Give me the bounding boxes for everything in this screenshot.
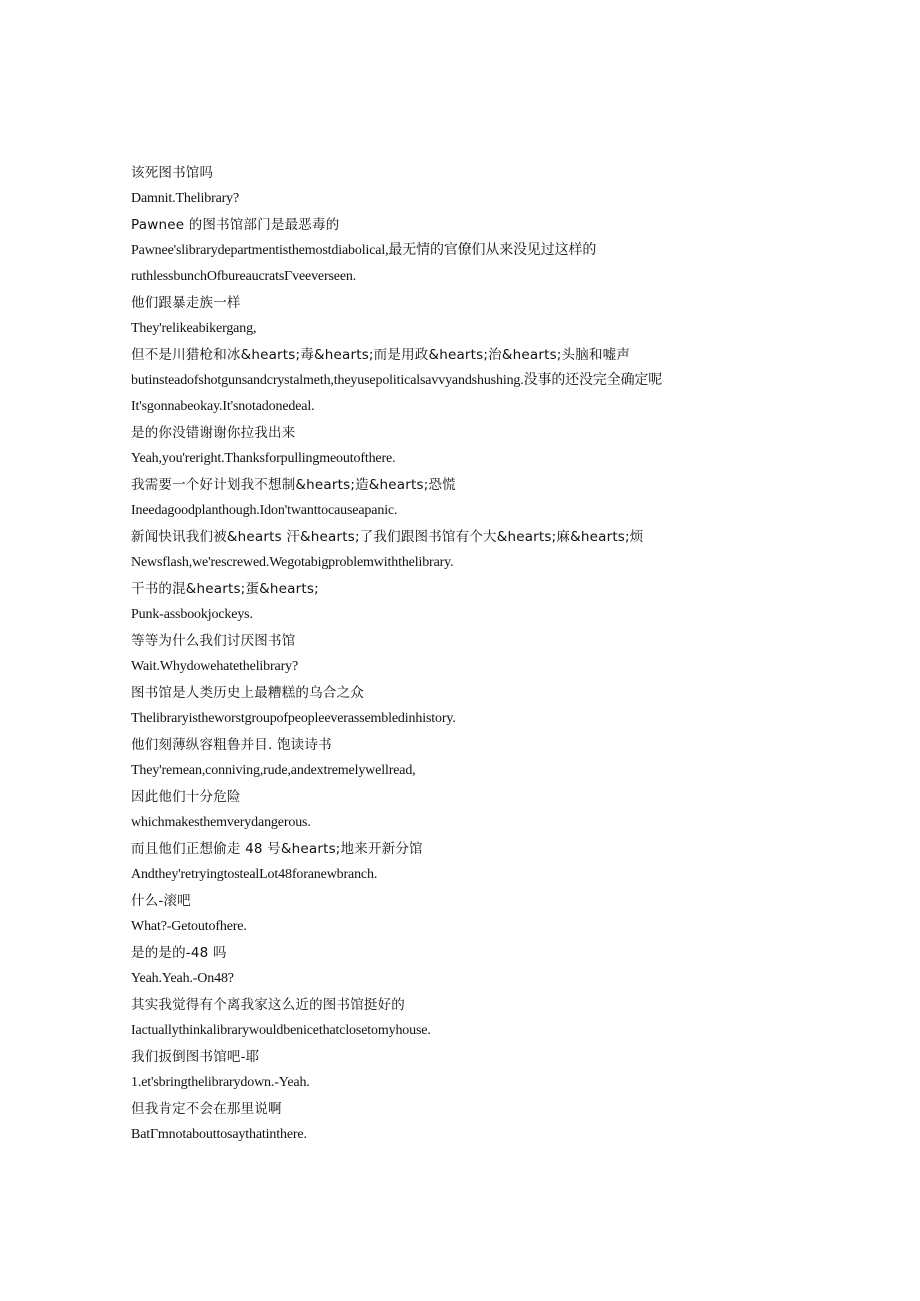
- subtitle-line-english: What?-Getoutofhere.: [131, 919, 247, 934]
- subtitle-line-chinese: 新闻快讯我们被&hearts 汗&hearts;了我们跟图书馆有个大&hearts;麻&hearts;烦: [131, 529, 644, 545]
- subtitle-line-english: It'sgonnabeokay.It'snotadonedeal.: [131, 399, 315, 414]
- subtitle-line-english: Ineedagoodplanthough.Idon'twanttocauseapanic.: [131, 503, 398, 518]
- subtitle-line-chinese: 是的是的-48 吗: [131, 945, 227, 961]
- subtitle-line-chinese: 但我肯定不会在那里说啊: [131, 1101, 282, 1117]
- subtitle-line-english: Pawnee'slibrarydepartmentisthemostdiabolical,最无情的官僚们从来没见过这样的: [131, 243, 597, 258]
- subtitle-line-chinese: 什么-滚吧: [131, 893, 191, 909]
- subtitle-line-english: BatΓmnotabouttosaythatinthere.: [131, 1127, 307, 1142]
- subtitle-line-chinese: 因此他们十分危险: [131, 789, 241, 805]
- subtitle-line-chinese: 干书的混&hearts;蛋&hearts;: [131, 581, 319, 597]
- subtitle-line-chinese: 他们跟暴走族一样: [131, 295, 241, 311]
- subtitle-line-chinese: Pawnee 的图书馆部门是最恶毒的: [131, 217, 340, 233]
- subtitle-line-english: Thelibraryistheworstgroupofpeopleeverassembledinhistory.: [131, 711, 456, 726]
- subtitle-line-chinese: 他们刻薄纵容粗鲁并目. 饱读诗书: [131, 737, 332, 753]
- subtitle-line-english: Wait.Whydowehatethelibrary?: [131, 659, 299, 674]
- subtitle-line-english: Punk-assbookjockeys.: [131, 607, 253, 622]
- subtitle-line-english: Andthey'retryingtostealLot48foranewbranch.: [131, 867, 378, 882]
- subtitle-line-english: Yeah.Yeah.-On48?: [131, 971, 234, 986]
- subtitle-line-chinese: 该死图书馆吗: [131, 165, 214, 181]
- subtitle-line-chinese: 而且他们正想偷走 48 号&hearts;地来开新分馆: [131, 841, 423, 857]
- subtitle-line-english: Yeah,you'reright.Thanksforpullingmeoutofthere.: [131, 451, 396, 466]
- subtitle-line-english: Iactuallythinkalibrarywouldbenicethatclosetomyhouse.: [131, 1023, 431, 1038]
- subtitle-line-english: whichmakesthemverydangerous.: [131, 815, 311, 830]
- subtitle-line-chinese: 等等为什么我们讨厌图书馆: [131, 633, 296, 649]
- subtitle-line-english: They'relikeabikergang,: [131, 321, 257, 336]
- document-body: [131, 160, 891, 1148]
- subtitle-line-chinese: 但不是川猎枪和冰&hearts;毒&hearts;而是用政&hearts;治&hearts;头脑和嘘声: [131, 347, 631, 363]
- subtitle-line-english: ruthlessbunchOfbureaucratsΓveeverseen.: [131, 269, 357, 284]
- subtitle-line-english: butinsteadofshotgunsandcrystalmeth,theyusepoliticalsavvyandshushing.没事的还没完全确定呢: [131, 373, 663, 388]
- subtitle-line-chinese: 我需要一个好计划我不想制&hearts;造&hearts;恐慌: [131, 477, 456, 493]
- subtitle-line-chinese: 其实我觉得有个离我家这么近的图书馆挺好的: [131, 997, 405, 1013]
- subtitle-line-chinese: 图书馆是人类历史上最糟糕的乌合之众: [131, 685, 364, 701]
- subtitle-line-chinese: 我们扳倒图书馆吧-耶: [131, 1049, 260, 1065]
- subtitle-line-english: Newsflash,we'rescrewed.Wegotabigproblemwiththelibrary.: [131, 555, 454, 570]
- subtitle-line-chinese: 是的你没错谢谢你拉我出来: [131, 425, 296, 441]
- subtitle-line-english: 1.et'sbringthelibrarydown.-Yeah.: [131, 1075, 310, 1090]
- subtitle-line-english: They'remean,conniving,rude,andextremelywellread,: [131, 763, 416, 778]
- subtitle-line-english: Damnit.Thelibrary?: [131, 191, 240, 206]
